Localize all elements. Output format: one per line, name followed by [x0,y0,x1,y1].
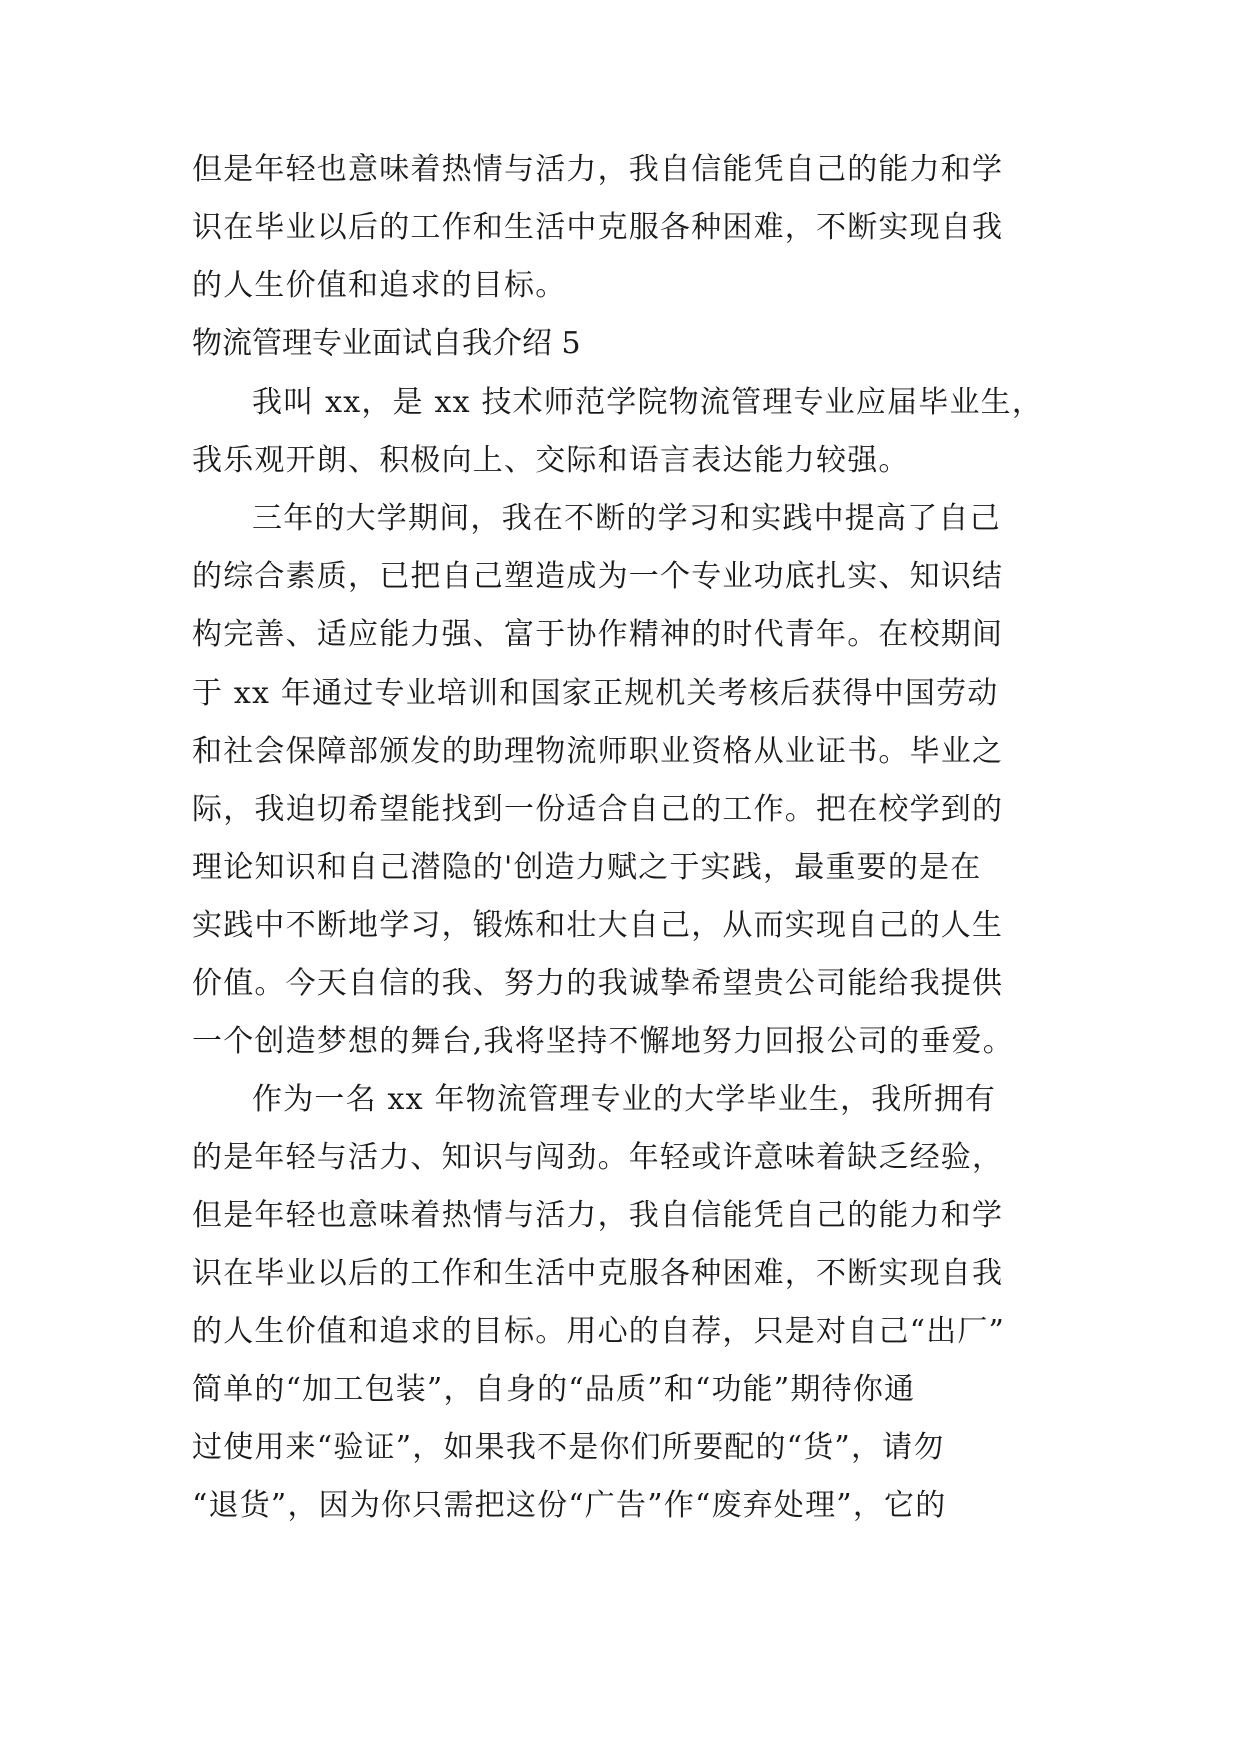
paragraph-line: 于 xx 年通过专业培训和国家正规机关考核后获得中国劳动 [192,676,999,711]
paragraph-line: 但是年轻也意味着热情与活力，我自信能凭自己的能力和学 [192,1198,1004,1233]
paragraph-line: 的人生价值和追求的目标。用心的自荐，只是对自己“出厂” [192,1314,1006,1349]
paragraph-line: 识在毕业以后的工作和生活中克服各种困难，不断实现自我 [192,210,1004,245]
paragraph-line: 但是年轻也意味着热情与活力，我自信能凭自己的能力和学 [192,152,1004,187]
paragraph-line: 作为一名 xx 年物流管理专业的大学毕业生，我所拥有 [252,1082,997,1117]
paragraph-line: 简单的“加工包装”，自身的“品质”和“功能”期待你通 [192,1372,916,1407]
paragraph-line: 过使用来“验证”，如果我不是你们所要配的“货”，请勿 [192,1430,945,1465]
paragraph-line: 和社会保障部颁发的助理物流师职业资格从业证书。毕业之 [192,734,1004,769]
paragraph-line: 的人生价值和追求的目标。 [192,268,567,303]
paragraph-line: 一个创造梦想的舞台,我将坚持不懈地努力回报公司的垂爱。 [192,1024,1014,1059]
paragraph-line: 构完善、适应能力强、富于协作精神的时代青年。在校期间 [192,617,1004,652]
paragraph-line: 的是年轻与活力、知识与闯劲。年轻或许意味着缺乏经验， [192,1140,1004,1175]
paragraph-line: “退货”，因为你只需把这份“广告”作“废弃处理”，它的 [192,1488,947,1523]
paragraph-line: 价值。今天自信的我、努力的我诚挚希望贵公司能给我提供 [192,966,1004,1001]
paragraph-line: 际，我迫切希望能找到一份适合自己的工作。把在校学到的 [192,792,1004,827]
paragraph-line: 的综合素质，已把自己塑造成为一个专业功底扎实、知识结 [192,559,1004,594]
paragraph-line: 我叫 xx，是 xx 技术师范学院物流管理专业应届毕业生， [252,385,1044,420]
section-heading: 物流管理专业面试自我介绍 5 [192,326,581,361]
paragraph-line: 三年的大学期间，我在不断的学习和实践中提高了自己 [252,501,1001,536]
paragraph-line: 识在毕业以后的工作和生活中克服各种困难，不断实现自我 [192,1256,1004,1291]
paragraph-line: 实践中不断地学习，锻炼和壮大自己，从而实现自己的人生 [192,908,1004,943]
paragraph-line: 理论知识和自己潜隐的'创造力赋之于实践，最重要的是在 [192,850,982,885]
paragraph-line: 我乐观开朗、积极向上、交际和语言表达能力较强。 [192,443,910,478]
